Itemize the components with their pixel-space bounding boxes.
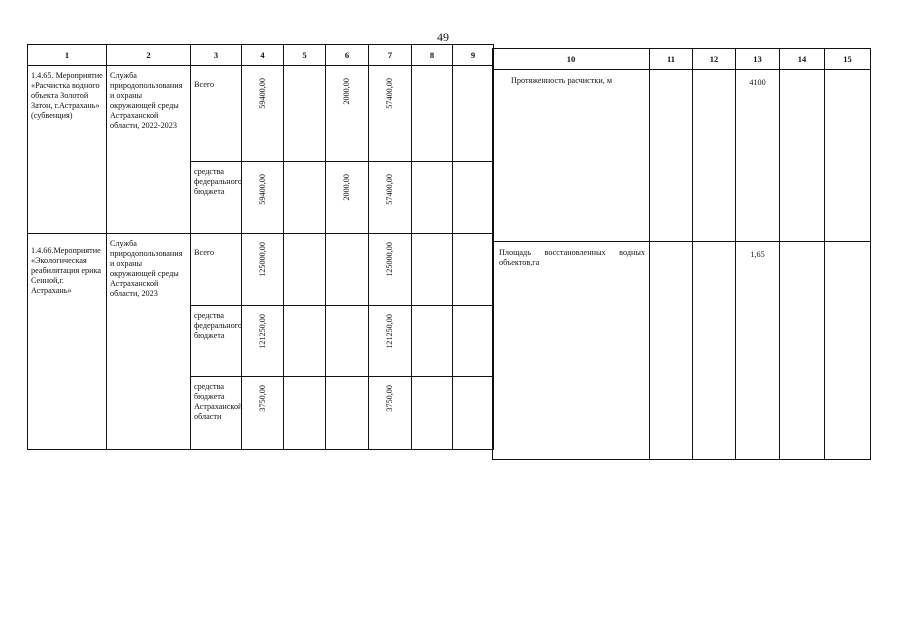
source-label: Всего xyxy=(191,234,242,306)
source-label: Всего xyxy=(191,66,242,162)
col-header: 7 xyxy=(369,45,412,66)
value-col7: 121250,00 xyxy=(385,314,394,349)
value-col7: 125000,00 xyxy=(385,242,394,277)
value-col13: 4100 xyxy=(736,70,780,242)
value-cell xyxy=(412,66,453,162)
col-header: 14 xyxy=(780,49,825,70)
measure-name: 1.4.66.Мероприятие «Экологическая реабилитация ерика Сенной,г. Астрахань» xyxy=(28,234,107,450)
value-cell xyxy=(369,66,412,162)
value-cell xyxy=(284,234,326,306)
value-col14 xyxy=(780,242,825,460)
col-header: 10 xyxy=(493,49,650,70)
value-cell xyxy=(412,234,453,306)
col-header: 6 xyxy=(326,45,369,66)
source-label: средства федерального бюджета xyxy=(191,162,242,234)
col-header: 12 xyxy=(693,49,736,70)
executor: Служба природопользования и охраны окружающей среды Астраханской области, 2022-2023 xyxy=(107,66,191,234)
col-header: 5 xyxy=(284,45,326,66)
value-col7: 3750,00 xyxy=(385,385,394,412)
value-cell xyxy=(326,306,369,377)
value-col4: 59400,00 xyxy=(257,174,267,205)
value-col4: 121250,00 xyxy=(257,314,267,349)
value-col12 xyxy=(693,242,736,460)
indicator-name: Протяженность расчистки, м xyxy=(493,70,650,242)
value-col11 xyxy=(650,242,693,460)
value-col12 xyxy=(693,70,736,242)
value-cell xyxy=(412,377,453,450)
value-cell xyxy=(242,377,284,450)
value-col15 xyxy=(825,70,871,242)
value-cell xyxy=(453,377,494,450)
value-cell xyxy=(326,66,369,162)
value-cell xyxy=(453,162,494,234)
value-col4: 59400,00 xyxy=(257,78,267,109)
value-cell xyxy=(284,66,326,162)
value-cell xyxy=(284,162,326,234)
value-cell xyxy=(369,162,412,234)
value-cell xyxy=(453,66,494,162)
col-header: 11 xyxy=(650,49,693,70)
value-col6: 2000,00 xyxy=(342,174,351,201)
value-cell xyxy=(369,306,412,377)
value-cell xyxy=(326,234,369,306)
funding-table xyxy=(27,44,494,450)
value-cell xyxy=(284,377,326,450)
table-row xyxy=(28,66,494,162)
value-col4: 3750,00 xyxy=(257,385,267,412)
value-col7: 57400,00 xyxy=(385,174,394,205)
col-header: 15 xyxy=(825,49,871,70)
source-label: средства бюджета Астраханской области xyxy=(191,377,242,450)
value-col4: 125000,00 xyxy=(257,242,267,277)
value-cell xyxy=(242,66,284,162)
col-header: 13 xyxy=(736,49,780,70)
value-cell xyxy=(369,234,412,306)
table-row xyxy=(493,242,871,460)
col-header: 4 xyxy=(242,45,284,66)
col-header: 9 xyxy=(453,45,494,66)
table-row xyxy=(28,234,494,306)
indicator-table xyxy=(492,48,871,460)
value-cell xyxy=(326,377,369,450)
col-header: 1 xyxy=(28,45,107,66)
col-header: 8 xyxy=(412,45,453,66)
header-row xyxy=(493,49,871,70)
value-cell xyxy=(242,234,284,306)
value-cell xyxy=(412,162,453,234)
page-number: 49 xyxy=(437,30,449,44)
col-header: 3 xyxy=(191,45,242,66)
source-label: средства федерального бюджета xyxy=(191,306,242,377)
value-cell xyxy=(412,306,453,377)
executor: Служба природопользования и охраны окружающей среды Астраханской области, 2023 xyxy=(107,234,191,450)
value-col7: 57400,00 xyxy=(385,78,394,109)
value-col11 xyxy=(650,70,693,242)
table-row xyxy=(493,70,871,242)
value-cell xyxy=(369,377,412,450)
indicator-name: Площадь восстановленных водных объектов,га xyxy=(493,242,650,460)
measure-name: 1.4.65. Мероприятие «Расчистка водного объекта Золотой Затон, г.Астрахань» (субвенция) xyxy=(28,66,107,234)
value-col13: 1,65 xyxy=(736,242,780,460)
header-row xyxy=(28,45,494,66)
value-col6: 2000,00 xyxy=(342,78,351,105)
col-header: 2 xyxy=(107,45,191,66)
value-cell xyxy=(242,306,284,377)
value-col15 xyxy=(825,242,871,460)
value-cell xyxy=(326,162,369,234)
value-col14 xyxy=(780,70,825,242)
value-cell xyxy=(453,306,494,377)
value-cell xyxy=(453,234,494,306)
value-cell xyxy=(242,162,284,234)
value-cell xyxy=(284,306,326,377)
